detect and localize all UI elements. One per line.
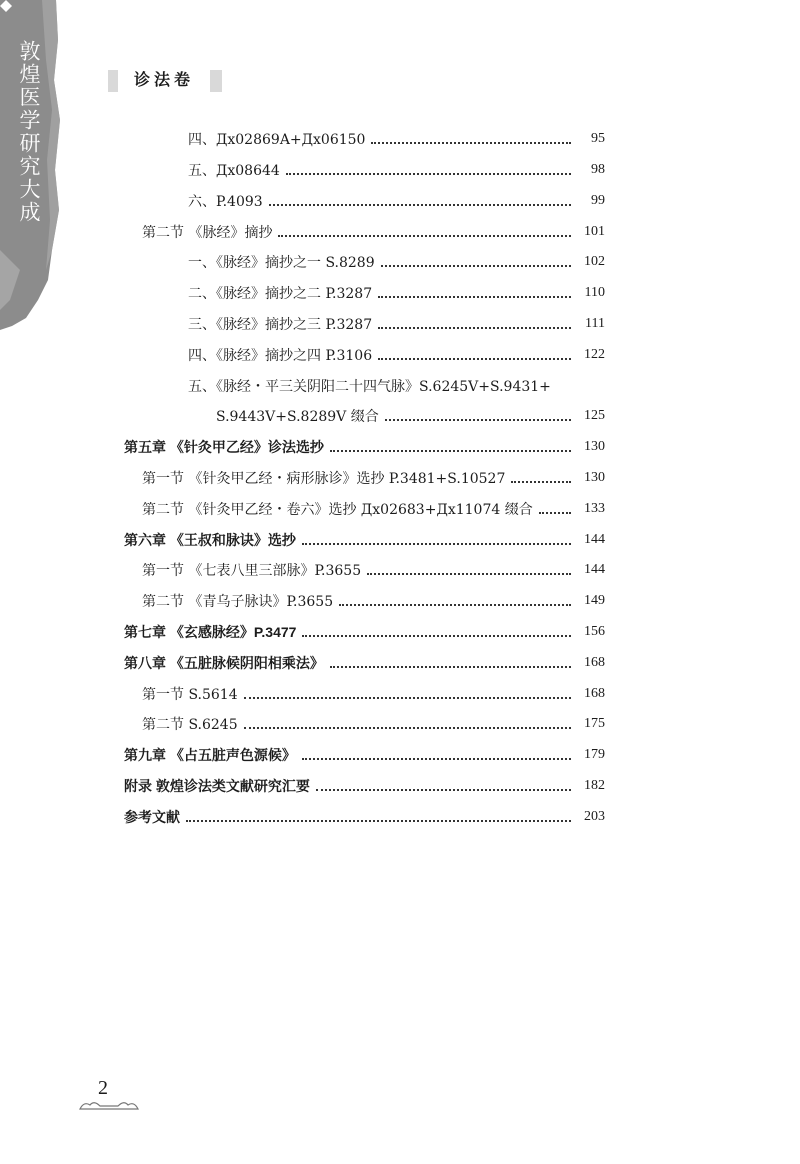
toc-entry[interactable] — [188, 186, 605, 216]
toc-entry[interactable] — [142, 555, 605, 585]
toc-entry-label: S.9443V+S.8289V 缀合 — [216, 409, 379, 425]
dot-leader — [339, 603, 571, 606]
dot-leader — [244, 696, 571, 699]
toc-entry-page: 175 — [584, 716, 605, 731]
toc-entry-label: 第六章 《王叔和脉诀》选抄 — [124, 532, 296, 548]
toc-entry-page: 168 — [584, 686, 605, 701]
toc-entry-label: 第二节 《青乌子脉诀》P.3655 — [142, 594, 334, 610]
diamond-ornament-icon — [0, 0, 12, 12]
toc-entry-page: 144 — [584, 532, 605, 547]
toc-entry-continued[interactable] — [188, 371, 605, 401]
toc-entry-page: 182 — [584, 778, 605, 793]
dot-leader — [330, 665, 571, 668]
toc-entry-label: 四、《脉经》摘抄之四 P.3106 — [188, 348, 373, 364]
toc-entry[interactable] — [216, 401, 605, 431]
toc-entry-page: 179 — [584, 747, 605, 762]
toc-entry-page: 168 — [584, 655, 605, 670]
dot-leader — [511, 480, 571, 483]
dot-leader — [302, 634, 571, 637]
toc-entry[interactable] — [142, 709, 605, 739]
toc-entry-page: 149 — [584, 593, 605, 608]
toc-references[interactable] — [124, 802, 605, 832]
toc-entry-label: 五、Дх08644 — [188, 163, 280, 179]
dot-leader — [330, 449, 571, 452]
toc-entry[interactable] — [142, 463, 605, 493]
dot-leader — [381, 264, 571, 267]
cloud-ornament-icon — [78, 1098, 140, 1112]
toc-entry[interactable] — [188, 124, 605, 154]
toc-entry-label: 第一节 《针灸甲乙经・病形脉诊》选抄 P.3481+S.10527 — [142, 471, 506, 487]
dot-leader — [385, 418, 571, 421]
toc-entry-label: 第二节 《针灸甲乙经・卷六》选抄 Дх02683+Дх11074 缀合 — [142, 502, 533, 518]
toc-entry-label: 二、《脉经》摘抄之二 P.3287 — [188, 286, 373, 302]
toc-entry-page: 130 — [584, 439, 605, 454]
toc-entry[interactable] — [142, 217, 605, 247]
toc-entry-label: 第一节 S.5614 — [142, 687, 238, 703]
toc-entry-label: 第一节 《七表八里三部脉》P.3655 — [142, 563, 362, 579]
toc-entry-label: 五、《脉经・平三关阴阳二十四气脉》S.6245V+S.9431+ — [188, 379, 551, 395]
toc-entry-page: 101 — [584, 224, 605, 239]
toc-entry-label: 四、Дх02869A+Дх06150 — [188, 132, 366, 148]
toc-entry-page: 110 — [584, 285, 605, 300]
toc-entry[interactable] — [142, 494, 605, 524]
toc-entry-page: 99 — [591, 193, 605, 208]
dot-leader — [302, 757, 571, 760]
toc-entry[interactable] — [188, 155, 605, 185]
dot-leader — [278, 234, 571, 237]
toc-appendix[interactable] — [124, 771, 605, 801]
dot-leader — [186, 819, 571, 822]
toc-chapter[interactable] — [124, 740, 605, 770]
toc-entry[interactable] — [188, 247, 605, 277]
toc-entry-page: 144 — [584, 562, 605, 577]
toc-entry-page: 130 — [584, 470, 605, 485]
toc-entry-label: 第五章 《针灸甲乙经》诊法选抄 — [124, 439, 324, 455]
toc-chapter[interactable] — [124, 432, 605, 462]
dot-leader — [286, 172, 571, 175]
toc-entry-page: 111 — [585, 316, 605, 331]
dot-leader — [378, 295, 571, 298]
dot-leader — [302, 542, 571, 545]
dot-leader — [539, 511, 571, 514]
series-title: 敦煌医学研究大成 — [17, 40, 41, 224]
volume-tag — [108, 70, 222, 92]
toc-entry[interactable] — [188, 278, 605, 308]
toc-entry-page: 203 — [584, 809, 605, 824]
dot-leader — [378, 357, 571, 360]
dot-leader — [269, 203, 571, 206]
toc-entry-label: 第八章 《五脏脉候阴阳相乘法》 — [124, 655, 324, 671]
dot-leader — [367, 572, 571, 575]
toc-entry[interactable] — [188, 340, 605, 370]
side-title-band — [0, 0, 62, 330]
toc-entry-page: 133 — [584, 501, 605, 516]
dot-leader — [371, 141, 571, 144]
toc-entry-label: 第七章 《玄感脉经》P.3477 — [124, 624, 297, 640]
toc-entry-label: 第二节 S.6245 — [142, 717, 238, 733]
volume-label: 诊法卷 — [118, 67, 210, 93]
toc-entry[interactable] — [142, 586, 605, 616]
toc-entry-label: 第九章 《占五脏声色源候》 — [124, 747, 296, 763]
page-number: 2 — [98, 1077, 108, 1099]
toc-entry-page: 102 — [584, 254, 605, 269]
toc-entry-label: 参考文献 — [124, 809, 180, 825]
toc-entry-label: 附录 敦煌诊法类文献研究汇要 — [124, 778, 310, 794]
toc-entry-page: 122 — [584, 347, 605, 362]
toc-chapter[interactable] — [124, 648, 605, 678]
toc-entry-page: 95 — [591, 131, 605, 146]
toc-entry-label: 三、《脉经》摘抄之三 P.3287 — [188, 317, 373, 333]
toc-entry-label: 第二节 《脉经》摘抄 — [142, 225, 273, 241]
toc-entry-label: 一、《脉经》摘抄之一 S.8289 — [188, 255, 375, 271]
toc-entry[interactable] — [188, 309, 605, 339]
toc-chapter[interactable] — [124, 617, 605, 647]
toc-entry-page: 125 — [584, 408, 605, 423]
toc-entry-label: 六、P.4093 — [188, 194, 263, 210]
dot-leader — [244, 726, 571, 729]
dot-leader — [316, 788, 571, 791]
toc-entry[interactable] — [142, 679, 605, 709]
dot-leader — [378, 326, 571, 329]
toc-entry-page: 156 — [584, 624, 605, 639]
toc-chapter[interactable] — [124, 525, 605, 555]
toc-entry-page: 98 — [591, 162, 605, 177]
